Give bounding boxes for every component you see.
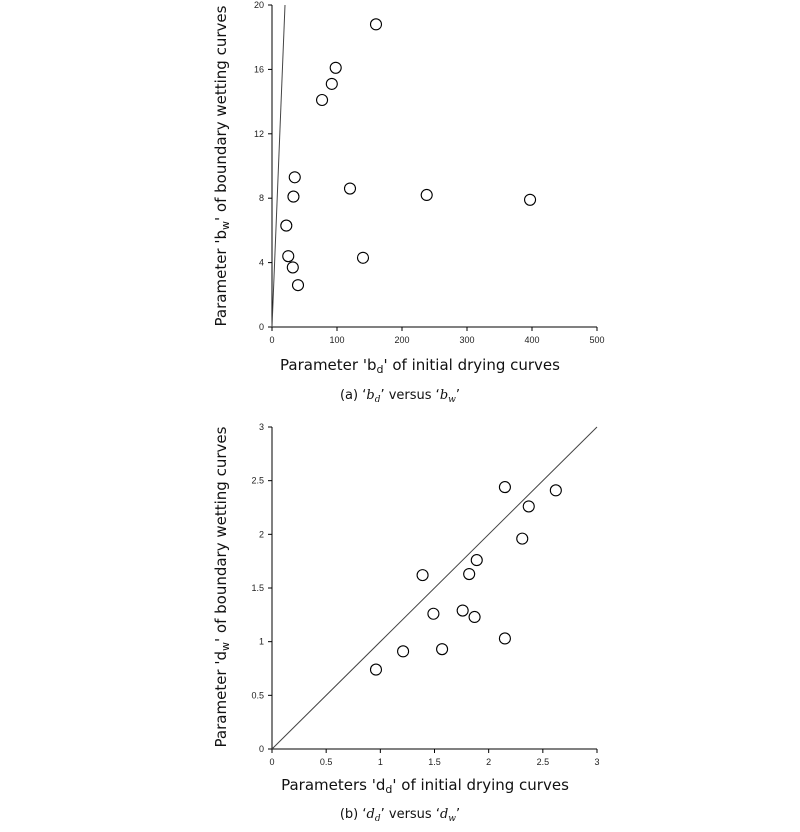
chart-b-point: [469, 611, 480, 622]
chart-a-point: [287, 262, 298, 273]
chart-a: [212, 0, 605, 405]
chart-b-point: [550, 485, 561, 496]
chart-b-x-tick-label: 1: [377, 757, 383, 767]
chart-a-x-tick-label: 200: [394, 335, 410, 345]
chart-a-x-tick-label: 400: [524, 335, 540, 345]
chart-b-y-tick-label: 0.5: [251, 690, 264, 701]
chart-b-x-tick-label: 1.5: [428, 757, 441, 767]
chart-b-point: [464, 569, 475, 580]
chart-a-x-tick-label: 300: [459, 335, 475, 345]
chart-b-x-tick-label: 3: [594, 757, 600, 767]
chart-b-y-tick-label: 0: [258, 744, 264, 754]
chart-a-caption: (a) ‘$b_d$’ versus ‘$b_w$’: [339, 388, 461, 405]
chart-b-reference-line: [272, 427, 597, 749]
chart-a-y-tick-label: 4: [258, 257, 264, 268]
chart-a-point: [293, 280, 304, 291]
chart-a-x-tick-label: 500: [589, 335, 605, 345]
chart-b-point: [428, 608, 439, 619]
chart-a-point: [371, 19, 382, 30]
chart-b-caption: (b) ‘$d_d$’ versus ‘$d_w$’: [339, 807, 461, 824]
chart-b-point: [398, 646, 409, 657]
chart-b-y-tick-label: 2.5: [251, 475, 264, 486]
chart-a-y-tick-label: 20: [253, 0, 264, 10]
chart-b-y-tick-label: 1.5: [251, 583, 264, 593]
chart-a-y-tick-label: 16: [253, 64, 264, 75]
chart-a-point: [317, 94, 328, 105]
chart-a-point: [358, 252, 369, 263]
chart-a-x-axis-title: Parameter '$b_d$' of initial drying curves: [280, 356, 560, 376]
chart-a-point: [283, 251, 294, 262]
chart-a-point: [288, 191, 299, 202]
chart-b-y-tick-label: 1: [258, 636, 264, 647]
chart-b-plot-area: [251, 422, 599, 767]
chart-b-point: [499, 633, 510, 644]
chart-b-point: [523, 501, 534, 512]
chart-a-point: [421, 189, 432, 200]
chart-a-point: [289, 172, 300, 183]
chart-a-y-axis-title: Parameter '$b_w$' of boundary wetting curves: [212, 5, 232, 327]
chart-b-point: [499, 482, 510, 493]
chart-b-x-axis-title: Parameters '$d_d$' of initial drying curves: [281, 776, 569, 796]
chart-b-x-tick-label: 2.5: [536, 757, 550, 767]
chart-a-y-tick-label: 8: [258, 193, 264, 204]
chart-b-x-tick-label: 2: [486, 757, 492, 767]
chart-b-point: [457, 605, 468, 616]
chart-a-x-tick-label: 0: [269, 335, 275, 345]
chart-a-point: [345, 183, 356, 194]
chart-a-y-tick-label: 0: [258, 322, 264, 332]
chart-b-x-tick-label: 0: [269, 757, 275, 767]
chart-b-y-tick-label: 3: [258, 422, 264, 432]
chart-a-plot-area: [254, 0, 605, 345]
chart-b-point: [471, 555, 482, 566]
chart-b-point: [517, 533, 528, 544]
chart-b: [212, 422, 600, 824]
chart-b-point: [371, 664, 382, 675]
chart-b-point: [417, 570, 428, 581]
chart-a-reference-line: [272, 5, 285, 327]
chart-a-point: [525, 194, 536, 205]
chart-b-y-axis-title: Parameter '$d_w$' of boundary wetting curves: [212, 426, 232, 748]
chart-b-point: [437, 644, 448, 655]
chart-b-y-tick-label: 2: [258, 529, 264, 540]
chart-a-x-tick-label: 100: [329, 335, 345, 345]
chart-b-x-tick-label: 0.5: [319, 757, 333, 767]
chart-a-point: [281, 220, 292, 231]
chart-a-point: [330, 62, 341, 73]
chart-a-y-tick-label: 12: [253, 128, 264, 139]
chart-a-point: [326, 78, 337, 89]
